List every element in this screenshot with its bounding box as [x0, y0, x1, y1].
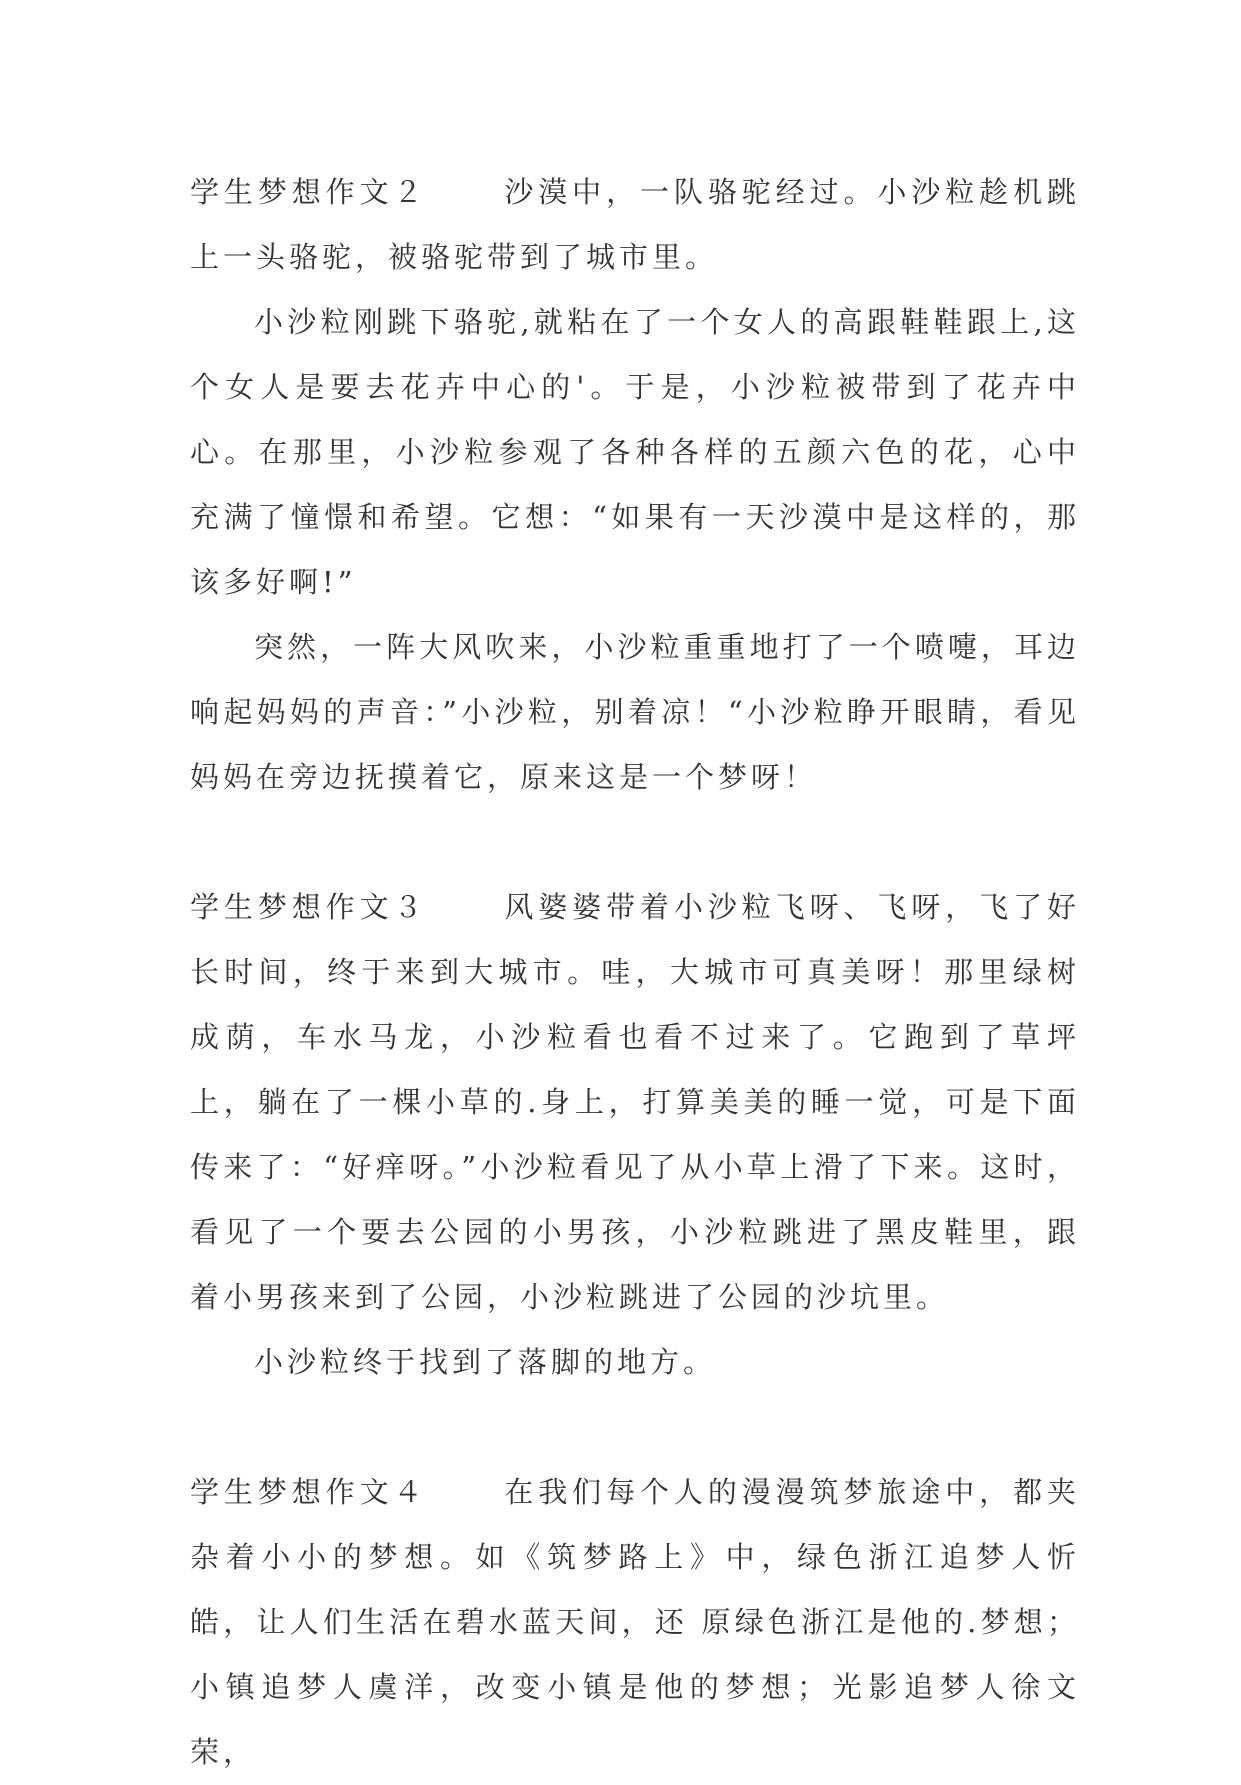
essay-paragraph: 小沙粒刚跳下骆驼,就粘在了一个女人的高跟鞋鞋跟上,这个女人是要去花卉中心的'。于是，小沙粒被带到了花卉中心。在那里，小沙粒参观了各种各样的五颜六色的花，心中充满了憧憬和希望。它想：“如果有一天沙漠中是这样的，那该多好啊!”	[190, 305, 1080, 599]
essay-opening-paragraph	[190, 160, 1080, 290]
essay-opening-text: 在我们每个人的漫漫筑梦旅途中，都夹杂着小小的梦想。如《筑梦路上》中，绿色浙江追梦人忻皓，让人们生活在碧水蓝天间，还 原绿色浙江是他的.梦想；小镇追梦人虞洋，改变小镇是他的梦想；光影追梦人徐文荣，	[190, 1475, 1080, 1769]
essay-4	[190, 1460, 1080, 1785]
essay-2	[190, 160, 1080, 810]
essay-3	[190, 875, 1080, 1395]
essay-opening-paragraph	[190, 875, 1080, 1330]
essay-opening-text: 沙漠中，一队骆驼经过。小沙粒趁机跳上一头骆驼，被骆驼带到了城市里。	[190, 175, 1080, 274]
essay-title: 学生梦想作文３	[190, 890, 428, 924]
essay-opening-text: 风婆婆带着小沙粒飞呀、飞呀，飞了好长时间，终于来到大城市。哇，大城市可真美呀！那里绿树成荫，车水马龙，小沙粒看也看不过来了。它跑到了草坪上，躺在了一棵小草的.身上，打算美美的睡一觉，可是下面传来了：“好痒呀。”小沙粒看见了从小草上滑了下来。这时，看见了一个要去公园的小男孩，小沙粒跳进了黑皮鞋里，跟着小男孩来到了公园，小沙粒跳进了公园的沙坑里。	[190, 890, 1080, 1314]
document-body	[190, 160, 1080, 1785]
essay-paragraph: 小沙粒终于找到了落脚的地方。	[254, 1345, 717, 1379]
essay-opening-paragraph	[190, 1460, 1080, 1785]
essay-title: 学生梦想作文２	[190, 175, 428, 209]
essay-paragraph: 突然，一阵大风吹来，小沙粒重重地打了一个喷嚏，耳边响起妈妈的声音：”小沙粒，别着凉！“小沙粒睁开眼睛，看见妈妈在旁边抚摸着它，原来这是一个梦呀！	[190, 630, 1080, 794]
essay-title: 学生梦想作文４	[190, 1475, 428, 1509]
